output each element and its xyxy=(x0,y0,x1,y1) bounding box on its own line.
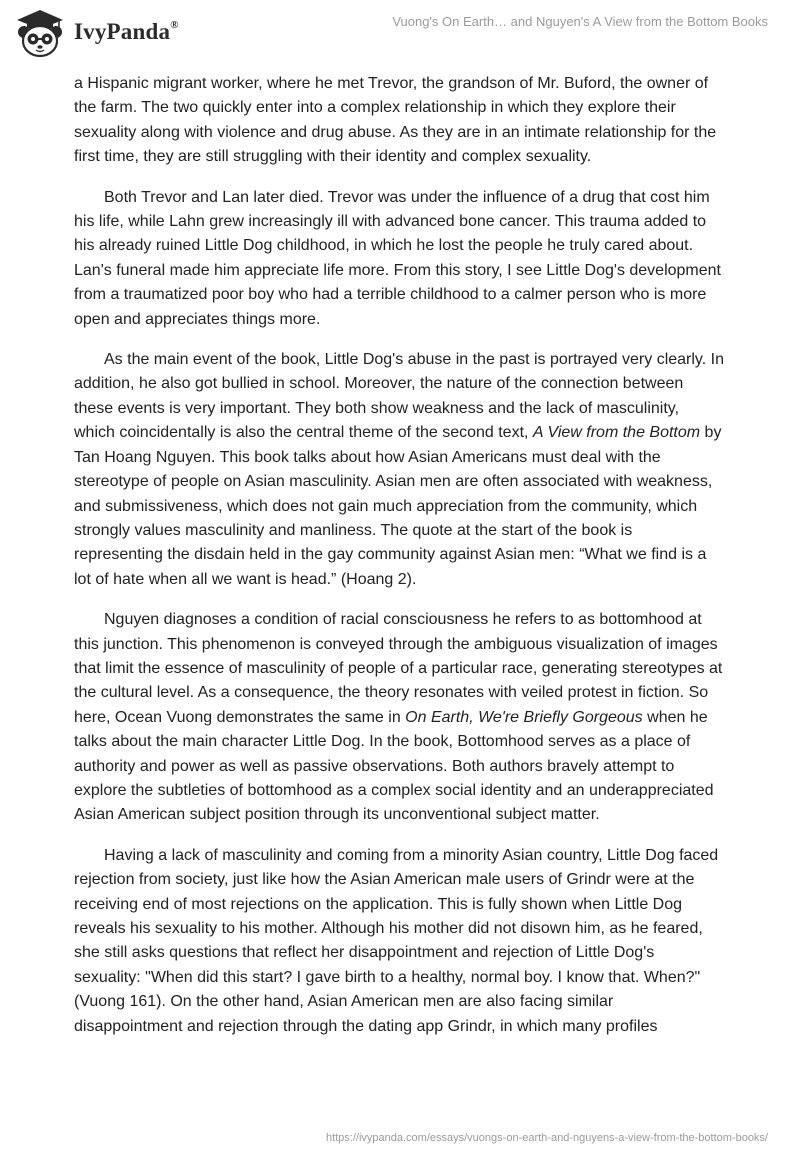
paragraph-bottomhood xyxy=(74,608,724,828)
page-header xyxy=(0,0,800,66)
book-title-a-view-from-the-bottom: A View from the Bottom xyxy=(532,424,701,442)
paragraph-abuse xyxy=(74,348,724,592)
registered-mark: ® xyxy=(170,19,179,32)
paragraph-abuse-text-2: by Tan Hoang Nguyen. This book talks about how Asian Americans must deal with the stereotype of people on Asian masculinity. Asian men are often associated with weakness, and submissiveness, which does not gain much appreciation from the community, which strongly values masculinity and manliness. The quote at the start of the book is representing the disdain held in the gay community against Asian men: “What we find is a lot of hate when all we want is head.” (Hoang 2). xyxy=(74,424,722,588)
paragraph-abuse-text-1: As the main event of the book, Little Dog's abuse in the past is portrayed very clearly. In addition, he also got bullied in school. Moreover, the nature of the connection between these events is very important. They both show weakness and the lack of masculinity, which coincidentally is also the central theme of the second text, xyxy=(74,351,724,442)
book-title-on-earth: On Earth, We're Briefly Gorgeous xyxy=(405,708,643,726)
essay-body xyxy=(74,72,724,1055)
ivypanda-logo[interactable] xyxy=(14,8,234,58)
paragraph-bottomhood-text-2: when he talks about the main character Little Dog. In the book, Bottomhood serves as a place of authority and power as well as passive observations. Both authors bravely attempt to explore the subtleties of bottomhood as a complex social identity and an underappreciated Asian American subject position through its unconventional subject matter. xyxy=(74,708,714,824)
paragraph-trevor-lan: Both Trevor and Lan later died. Trevor was under the influence of a drug that cost him his life, while Lahn grew increasingly ill with advanced bone cancer. This trauma added to his already ruined Little Dog childhood, in which he lost the people he truly cared about. Lan's funeral made him appreciate life more. From this story, I see Little Dog's development from a traumatized poor boy who had a terrible childhood to a calmer person who is more open and appreciates things more. xyxy=(74,188,721,328)
paragraph-rejection: Having a lack of masculinity and coming from a minority Asian country, Little Dog faced rejection from society, just like how the Asian American male users of Grindr were at the receiving end of most rejections on the application. This is fully shown when Little Dog reveals his sexuality to his mother. Although his mother did not disown him, as he feared, she still asks questions that reflect her disappointment and rejection of Little Dog's sexuality: "When did this start? I gave birth to a healthy, normal boy. I know that. When?" (Vuong 161). On the other hand, Asian American men are also facing similar disappointment and rejection through the dating app Grindr, in which many profiles xyxy=(74,846,719,1035)
paragraph-continued: a Hispanic migrant worker, where he met Trevor, the grandson of Mr. Buford, the owner of the farm. The two quickly enter into a complex relationship in which they explore their sexuality along with violence and drug abuse. As they are in an intimate relationship for the first time, they are still struggling with their identity and complex sexuality. xyxy=(74,75,717,166)
source-url[interactable]: https://ivypanda.com/essays/vuongs-on-earth-and-nguyens-a-view-from-the-bottom-books/ xyxy=(325,1132,768,1144)
panda-graduate-icon xyxy=(14,8,66,58)
document-title: Vuong's On Earth… and Nguyen's A View from the Bottom Books xyxy=(392,14,768,29)
paragraph-bottomhood-text-1: Nguyen diagnoses a condition of racial consciousness he refers to as bottomhood at this junction. This phenomenon is conveyed through the ambiguous visualization of images that limit the essence of masculinity of people of a particular race, generating stereotypes at the cultural level. As a consequence, the theory resonates with veiled protest in fiction. So here, Ocean Vuong demonstrates the same in xyxy=(74,611,723,726)
brand-name xyxy=(74,19,179,45)
brand-text: IvyPanda xyxy=(74,19,171,44)
